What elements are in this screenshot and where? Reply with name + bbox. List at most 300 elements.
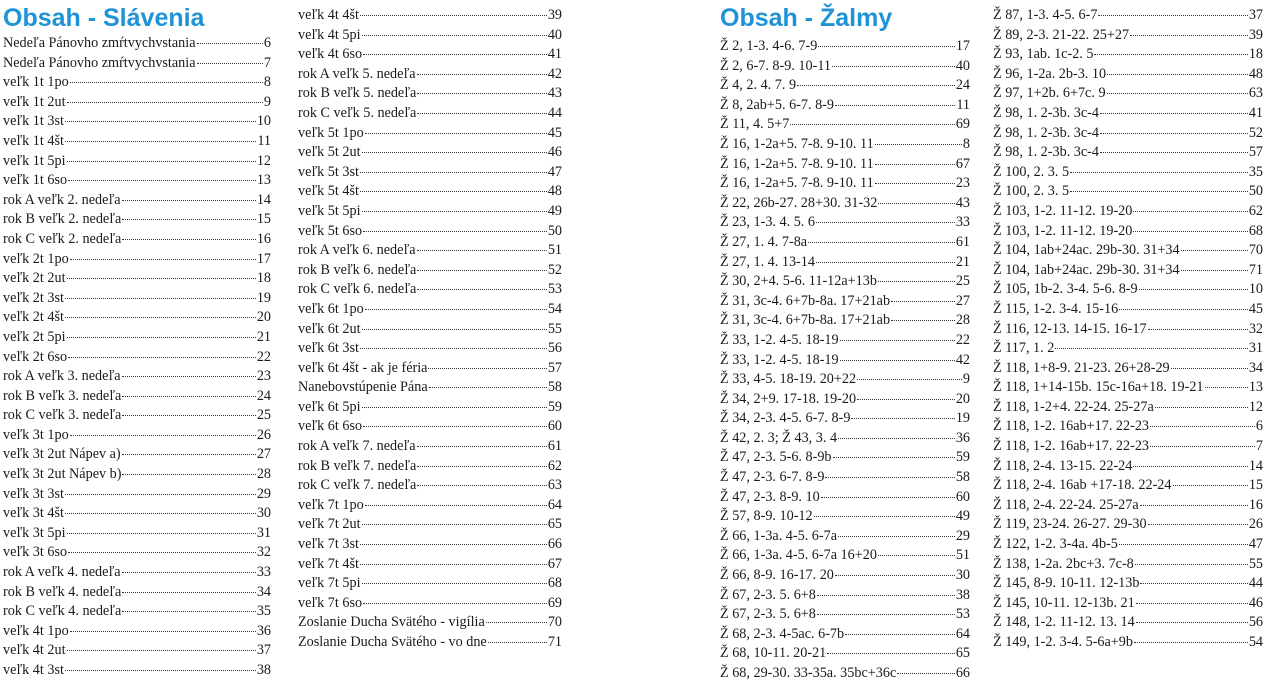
toc-entry xyxy=(720,155,970,175)
toc-entry-page-number: 62 xyxy=(1248,202,1263,219)
toc-entry-title: rok A veľk 3. nedeľa xyxy=(3,368,121,385)
toc-entry-title: Ž 87, 1-3. 4-5. 6-7 xyxy=(993,7,1098,23)
toc-entry xyxy=(993,26,1263,46)
toc-entry-page-number: 57 xyxy=(547,359,562,376)
toc-entry xyxy=(720,311,970,331)
dot-leader xyxy=(1107,74,1248,75)
toc-entry-page-number: 47 xyxy=(1248,536,1263,553)
dot-leader xyxy=(197,43,263,44)
toc-entry-title: veľk 2t 6so xyxy=(3,348,68,365)
toc-entry-page-number: 36 xyxy=(256,622,271,639)
toc-entry-title: veľk 6t 3st xyxy=(298,340,359,357)
toc-entry-page-number: 15 xyxy=(1248,477,1263,494)
toc-entry-title: Ž 104, 1ab+24ac. 29b-30. 31+34 xyxy=(993,261,1180,278)
toc-entry-title: Ž 97, 1+2b. 6+7c. 9 xyxy=(993,85,1106,102)
toc-entry xyxy=(3,622,271,642)
toc-entry xyxy=(3,54,271,74)
toc-entry-title: Ž 145, 10-11. 12-13b. 21 xyxy=(993,594,1135,611)
dot-leader xyxy=(1107,93,1248,94)
toc-entry-title: rok B veľk 6. nedeľa xyxy=(298,261,417,278)
toc-entry-page-number: 17 xyxy=(955,38,970,54)
toc-entry-title: Ž 68, 2-3. 4-5ac. 6-7b xyxy=(720,625,845,642)
toc-entry xyxy=(720,370,970,390)
toc-entry-page-number: 61 xyxy=(547,438,562,455)
toc-entry xyxy=(3,328,271,348)
toc-entry-title: veľk 7t 5pi xyxy=(298,575,361,592)
toc-entry xyxy=(993,222,1263,242)
toc-entry xyxy=(3,406,271,426)
dot-leader xyxy=(1100,152,1248,153)
toc-entry-page-number: 37 xyxy=(256,642,271,659)
toc-entry-title: veľk 1t 3st xyxy=(3,113,64,130)
toc-entry-page-number: 8 xyxy=(962,135,970,152)
toc-entry-page-number: 10 xyxy=(1248,281,1263,298)
toc-entry-page-number: 61 xyxy=(955,233,970,250)
dot-leader xyxy=(360,348,547,349)
dot-leader xyxy=(67,533,256,534)
dot-leader xyxy=(122,592,256,593)
toc-entry xyxy=(3,387,271,407)
toc-entry xyxy=(298,241,562,261)
toc-entry-page-number: 9 xyxy=(962,371,970,388)
toc-entry-page-number: 36 xyxy=(955,429,970,446)
toc-entry-title: Ž 115, 1-2. 3-4. 15-16 xyxy=(993,300,1119,317)
toc-entry xyxy=(3,191,271,211)
toc-entry-page-number: 53 xyxy=(547,281,562,298)
toc-entry-title: rok B veľk 5. nedeľa xyxy=(298,85,417,102)
toc-entry xyxy=(298,182,562,202)
dot-leader xyxy=(845,634,955,635)
dot-leader xyxy=(363,54,547,55)
toc-entry xyxy=(298,339,562,359)
toc-entry-page-number: 48 xyxy=(547,183,562,200)
toc-entry-page-number: 63 xyxy=(547,477,562,494)
toc-entry xyxy=(993,65,1263,85)
toc-entry-page-number: 70 xyxy=(1248,242,1263,259)
dot-leader xyxy=(838,536,955,537)
dot-leader xyxy=(1100,133,1248,134)
toc-entry-page-number: 20 xyxy=(256,309,271,326)
toc-entry-page-number: 69 xyxy=(547,594,562,611)
toc-entry-page-number: 37 xyxy=(1248,7,1263,23)
toc-entry-title: Ž 33, 1-2. 4-5. 18-19 xyxy=(720,351,839,368)
toc-entry xyxy=(720,76,970,96)
toc-entry-title: veľk 3t 1po xyxy=(3,426,69,443)
toc-entry-title: veľk 1t 2ut xyxy=(3,93,66,110)
toc-entry xyxy=(720,625,970,645)
dot-leader xyxy=(68,180,256,181)
toc-entry-title: Ž 118, 2-4. 16ab +17-18. 22-24 xyxy=(993,477,1172,494)
toc-entry-title: Ž 105, 1b-2. 3-4. 5-6. 8-9 xyxy=(993,281,1138,298)
toc-entry-page-number: 32 xyxy=(1248,320,1263,337)
dot-leader xyxy=(875,183,955,184)
dot-leader xyxy=(417,93,547,94)
toc-entry-title: veľk 6t 1po xyxy=(298,300,364,317)
toc-entry-page-number: 41 xyxy=(1248,104,1263,121)
toc-entry-page-number: 67 xyxy=(955,155,970,172)
dot-leader xyxy=(1148,329,1248,330)
toc-entry-title: rok A veľk 2. nedeľa xyxy=(3,191,121,208)
toc-entry-page-number: 31 xyxy=(1248,340,1263,357)
toc-entry-page-number: 46 xyxy=(1248,594,1263,611)
feasts-entry-list xyxy=(3,34,271,681)
toc-entry-page-number: 30 xyxy=(256,505,271,522)
toc-entry-title: Ž 2, 6-7. 8-9. 10-11 xyxy=(720,57,831,74)
toc-entry xyxy=(720,664,970,684)
toc-entry xyxy=(720,174,970,194)
toc-entry xyxy=(298,45,562,65)
toc-entry-page-number: 44 xyxy=(547,104,562,121)
dot-leader xyxy=(1136,603,1248,604)
toc-entry-title: Ž 118, 1-2. 16ab+17. 22-23 xyxy=(993,438,1150,455)
toc-entry-page-number: 26 xyxy=(1248,516,1263,533)
dot-leader xyxy=(417,113,547,114)
toc-entry-page-number: 70 xyxy=(547,614,562,631)
toc-entry-page-number: 22 xyxy=(256,348,271,365)
toc-entry-title: Ž 148, 1-2. 11-12. 13. 14 xyxy=(993,614,1135,631)
toc-entry xyxy=(993,6,1263,26)
dot-leader xyxy=(197,63,263,64)
toc-entry xyxy=(993,163,1263,183)
toc-entry xyxy=(720,331,970,351)
toc-entry-page-number: 16 xyxy=(1248,496,1263,513)
toc-entry xyxy=(993,437,1263,457)
toc-entry-page-number: 29 xyxy=(955,527,970,544)
toc-entry-title: rok C veľk 7. nedeľa xyxy=(298,477,417,494)
toc-entry xyxy=(720,566,970,586)
toc-entry-title: Ž 117, 1. 2 xyxy=(993,340,1055,357)
toc-entry xyxy=(3,524,271,544)
dot-leader xyxy=(1139,289,1248,290)
toc-entry-title: veľk 7t 4št xyxy=(298,555,359,572)
toc-entry-page-number: 20 xyxy=(955,390,970,407)
toc-entry-title: Ž 103, 1-2. 11-12. 19-20 xyxy=(993,202,1133,219)
toc-entry xyxy=(298,457,562,477)
toc-entry xyxy=(3,34,271,54)
toc-entry xyxy=(993,202,1263,222)
toc-entry-page-number: 62 xyxy=(547,457,562,474)
toc-entry-title: Ž 118, 2-4. 13-15. 22-24 xyxy=(993,457,1133,474)
toc-entry-page-number: 51 xyxy=(547,242,562,259)
toc-entry-page-number: 60 xyxy=(547,418,562,435)
toc-entry-page-number: 12 xyxy=(256,152,271,169)
toc-entry xyxy=(720,468,970,488)
toc-entry-page-number: 58 xyxy=(547,379,562,396)
dot-leader xyxy=(1140,505,1248,506)
dot-leader xyxy=(1070,191,1248,192)
toc-entry xyxy=(720,272,970,292)
dot-leader xyxy=(362,35,547,36)
dot-leader xyxy=(122,239,256,240)
toc-entry xyxy=(3,661,271,681)
toc-entry xyxy=(3,93,271,113)
toc-entry-page-number: 42 xyxy=(955,351,970,368)
psalms-index-column-2 xyxy=(993,6,1263,653)
toc-entry-page-number: 48 xyxy=(1248,65,1263,82)
toc-entry-title: veľk 3t 2ut Nápev a) xyxy=(3,446,121,463)
dot-leader xyxy=(818,46,954,47)
toc-entry-title: veľk 2t 5pi xyxy=(3,328,66,345)
toc-entry-page-number: 54 xyxy=(1248,634,1263,650)
toc-entry-title: Nanebovstúpenie Pána xyxy=(298,379,428,396)
toc-entry xyxy=(720,213,970,233)
toc-entry xyxy=(298,6,562,26)
toc-entry-page-number: 71 xyxy=(1248,261,1263,278)
toc-entry-title: veľk 5t 5pi xyxy=(298,202,361,219)
toc-entry-title: Ž 57, 8-9. 10-12 xyxy=(720,508,813,525)
toc-entry-title: Ž 118, 1-2+4. 22-24. 25-27a xyxy=(993,398,1154,415)
toc-entry xyxy=(720,507,970,527)
dot-leader xyxy=(365,309,547,310)
dot-leader xyxy=(417,289,547,290)
toc-entry-page-number: 9 xyxy=(263,93,271,110)
toc-entry-page-number: 45 xyxy=(547,124,562,141)
toc-entry-title: Ž 33, 4-5. 18-19. 20+22 xyxy=(720,371,857,388)
toc-entry-title: Ž 103, 1-2. 11-12. 19-20 xyxy=(993,222,1133,239)
toc-entry-title: Ž 89, 2-3. 21-22. 25+27 xyxy=(993,26,1130,43)
toc-entry-title: Ž 16, 1-2a+5. 7-8. 9-10. 11 xyxy=(720,175,874,192)
toc-entry xyxy=(720,37,970,57)
toc-entry-title: Ž 47, 2-3. 5-6. 8-9b xyxy=(720,449,832,466)
dot-leader xyxy=(417,485,547,486)
toc-entry xyxy=(3,543,271,563)
toc-entry-page-number: 22 xyxy=(955,331,970,348)
dot-leader xyxy=(835,105,955,106)
toc-entry-page-number: 28 xyxy=(256,466,271,483)
toc-entry xyxy=(298,555,562,575)
dot-leader xyxy=(1055,348,1247,349)
toc-entry xyxy=(993,496,1263,516)
toc-entry xyxy=(298,378,562,398)
dot-leader xyxy=(1135,564,1248,565)
dot-leader xyxy=(360,544,547,545)
toc-entry xyxy=(993,476,1263,496)
dot-leader xyxy=(67,337,256,338)
toc-entry xyxy=(298,574,562,594)
dot-leader xyxy=(362,524,547,525)
dot-leader xyxy=(833,457,955,458)
dot-leader xyxy=(362,407,547,408)
toc-entry-title: Ž 67, 2-3. 5. 6+8 xyxy=(720,606,816,623)
toc-entry-title: veľk 5t 3st xyxy=(298,163,359,180)
toc-entry-title: Ž 100, 2. 3. 5 xyxy=(993,183,1070,200)
toc-entry xyxy=(298,476,562,496)
dot-leader xyxy=(360,564,547,565)
dot-leader xyxy=(417,466,547,467)
toc-entry xyxy=(298,398,562,418)
dot-leader xyxy=(1205,387,1248,388)
toc-entry-title: veľk 2t 2ut xyxy=(3,270,66,287)
dot-leader xyxy=(1119,309,1248,310)
toc-entry-title: veľk 7t 3st xyxy=(298,536,359,553)
dot-leader xyxy=(875,144,962,145)
dot-leader xyxy=(1098,15,1247,16)
dot-leader xyxy=(835,575,955,576)
toc-entry-page-number: 32 xyxy=(256,544,271,561)
feasts-index-column-1 xyxy=(3,0,271,681)
toc-entry-page-number: 59 xyxy=(955,449,970,466)
toc-entry-title: Ž 67, 2-3. 5. 6+8 xyxy=(720,586,816,603)
toc-entry xyxy=(720,253,970,273)
toc-entry-page-number: 53 xyxy=(955,606,970,623)
dot-leader xyxy=(417,446,547,447)
toc-entry-page-number: 49 xyxy=(955,508,970,525)
toc-entry xyxy=(720,292,970,312)
toc-entry-page-number: 71 xyxy=(547,634,562,650)
dot-leader xyxy=(70,82,263,83)
toc-entry-title: Ž 119, 23-24. 26-27. 29-30 xyxy=(993,516,1147,533)
toc-entry xyxy=(720,390,970,410)
dot-leader xyxy=(878,281,955,282)
toc-entry xyxy=(720,115,970,135)
toc-entry-page-number: 50 xyxy=(547,222,562,239)
toc-entry-title: Ž 27, 1. 4. 13-14 xyxy=(720,253,815,270)
toc-entry xyxy=(720,586,970,606)
toc-entry-page-number: 15 xyxy=(256,211,271,228)
toc-entry xyxy=(720,135,970,155)
toc-entry xyxy=(298,65,562,85)
toc-entry xyxy=(993,398,1263,418)
toc-entry-title: veľk 2t 4št xyxy=(3,309,64,326)
dot-leader xyxy=(486,622,547,623)
toc-entry-title: rok B veľk 7. nedeľa xyxy=(298,457,417,474)
dot-leader xyxy=(840,340,955,341)
toc-entry xyxy=(993,339,1263,359)
toc-entry-title: Ž 4, 2. 4. 7. 9 xyxy=(720,77,797,94)
dot-leader xyxy=(65,141,256,142)
toc-entry-title: Ž 66, 1-3a. 4-5. 6-7a xyxy=(720,527,838,544)
dot-leader xyxy=(897,673,955,674)
toc-entry-title: Ž 122, 1-2. 3-4a. 4b-5 xyxy=(993,536,1118,553)
toc-entry xyxy=(993,124,1263,144)
toc-entry-page-number: 39 xyxy=(547,7,562,23)
toc-entry-page-number: 57 xyxy=(1248,144,1263,161)
toc-entry-page-number: 68 xyxy=(1248,222,1263,239)
toc-entry-title: veľk 1t 1po xyxy=(3,74,69,91)
dot-leader xyxy=(429,387,547,388)
toc-entry-page-number: 44 xyxy=(1248,575,1263,592)
toc-entry-page-number: 8 xyxy=(263,74,271,91)
feasts-entry-list-continued xyxy=(298,6,562,653)
toc-entry-page-number: 35 xyxy=(1248,163,1263,180)
toc-entry-page-number: 25 xyxy=(256,407,271,424)
toc-entry-page-number: 6 xyxy=(263,35,271,51)
dot-leader xyxy=(362,152,547,153)
toc-entry xyxy=(993,378,1263,398)
dot-leader xyxy=(817,614,955,615)
toc-entry xyxy=(720,644,970,664)
toc-entry-title: rok B veľk 3. nedeľa xyxy=(3,387,122,404)
toc-entry-title: Ž 22, 26b-27. 28+30. 31-32 xyxy=(720,194,878,211)
toc-entry-page-number: 28 xyxy=(955,312,970,329)
toc-entry-title: Ž 47, 2-3. 8-9. 10 xyxy=(720,488,820,505)
dot-leader xyxy=(360,15,547,16)
toc-entry-title: veľk 5t 6so xyxy=(298,222,363,239)
dot-leader xyxy=(68,357,256,358)
toc-entry-title: Ž 116, 12-13. 14-15. 16-17 xyxy=(993,320,1147,337)
toc-entry xyxy=(3,602,271,622)
dot-leader xyxy=(65,494,256,495)
toc-entry-title: veľk 5t 1po xyxy=(298,124,364,141)
dot-leader xyxy=(68,552,256,553)
toc-entry-title: Ž 33, 1-2. 4-5. 18-19 xyxy=(720,331,839,348)
dot-leader xyxy=(65,513,256,514)
toc-entry-title: veľk 1t 6so xyxy=(3,172,68,189)
dot-leader xyxy=(488,642,547,643)
feasts-index-heading: Obsah - Slávenia xyxy=(3,4,205,32)
dot-leader xyxy=(360,172,547,173)
toc-entry-title: veľk 2t 1po xyxy=(3,250,69,267)
toc-entry-page-number: 65 xyxy=(547,516,562,533)
toc-entry-title: rok C veľk 5. nedeľa xyxy=(298,104,417,121)
toc-entry xyxy=(993,515,1263,535)
toc-entry-page-number: 49 xyxy=(547,202,562,219)
dot-leader xyxy=(857,379,962,380)
toc-entry-page-number: 52 xyxy=(547,261,562,278)
toc-entry-title: Ž 16, 1-2a+5. 7-8. 9-10. 11 xyxy=(720,135,874,152)
toc-entry-page-number: 55 xyxy=(1248,555,1263,572)
toc-entry-page-number: 11 xyxy=(257,132,271,149)
toc-entry xyxy=(298,26,562,46)
toc-entry-title: Ž 16, 1-2a+5. 7-8. 9-10. 11 xyxy=(720,155,874,172)
toc-entry-title: Zoslanie Ducha Svätého - vo dne xyxy=(298,634,487,650)
toc-entry-page-number: 12 xyxy=(1248,398,1263,415)
toc-entry xyxy=(993,633,1263,653)
dot-leader xyxy=(1100,113,1248,114)
toc-entry-title: veľk 5t 2ut xyxy=(298,144,361,161)
toc-entry-title: veľk 3t 6so xyxy=(3,544,68,561)
toc-entry xyxy=(3,641,271,661)
toc-entry-page-number: 47 xyxy=(547,163,562,180)
toc-entry-title: veľk 4t 4št xyxy=(298,7,359,23)
toc-entry-page-number: 33 xyxy=(955,214,970,231)
psalms-index-heading: Obsah - Žalmy xyxy=(720,4,893,32)
dot-leader xyxy=(1155,407,1248,408)
toc-entry-title: rok A veľk 4. nedeľa xyxy=(3,564,121,581)
toc-entry xyxy=(720,409,970,429)
toc-entry-title: veľk 3t 3st xyxy=(3,485,64,502)
toc-entry-page-number: 30 xyxy=(955,567,970,584)
toc-entry-page-number: 27 xyxy=(955,292,970,309)
toc-entry xyxy=(298,261,562,281)
dot-leader xyxy=(362,583,547,584)
toc-entry-title: Ž 98, 1. 2-3b. 3c-4 xyxy=(993,104,1099,121)
toc-entry xyxy=(298,594,562,614)
toc-entry xyxy=(3,289,271,309)
toc-entry xyxy=(993,574,1263,594)
toc-entry-title: Ž 100, 2. 3. 5 xyxy=(993,163,1070,180)
toc-entry-page-number: 59 xyxy=(547,398,562,415)
dot-leader xyxy=(122,611,256,612)
toc-entry-page-number: 63 xyxy=(1248,85,1263,102)
toc-entry-title: rok A veľk 6. nedeľa xyxy=(298,242,416,259)
toc-entry-title: Ž 2, 1-3. 4-6. 7-9 xyxy=(720,38,818,54)
toc-entry xyxy=(298,417,562,437)
toc-entry-title: Ž 104, 1ab+24ac. 29b-30. 31+34 xyxy=(993,242,1180,259)
toc-entry-page-number: 17 xyxy=(256,250,271,267)
dot-leader xyxy=(1070,172,1248,173)
toc-entry-page-number: 68 xyxy=(547,575,562,592)
toc-entry-title: veľk 5t 4št xyxy=(298,183,359,200)
toc-entry-title: Zoslanie Ducha Svätého - vigília xyxy=(298,614,485,631)
toc-entry-page-number: 24 xyxy=(256,387,271,404)
dot-leader xyxy=(122,396,256,397)
dot-leader xyxy=(122,454,256,455)
toc-entry xyxy=(298,535,562,555)
toc-entry xyxy=(3,367,271,387)
toc-entry-page-number: 6 xyxy=(1255,418,1263,435)
toc-entry xyxy=(298,143,562,163)
